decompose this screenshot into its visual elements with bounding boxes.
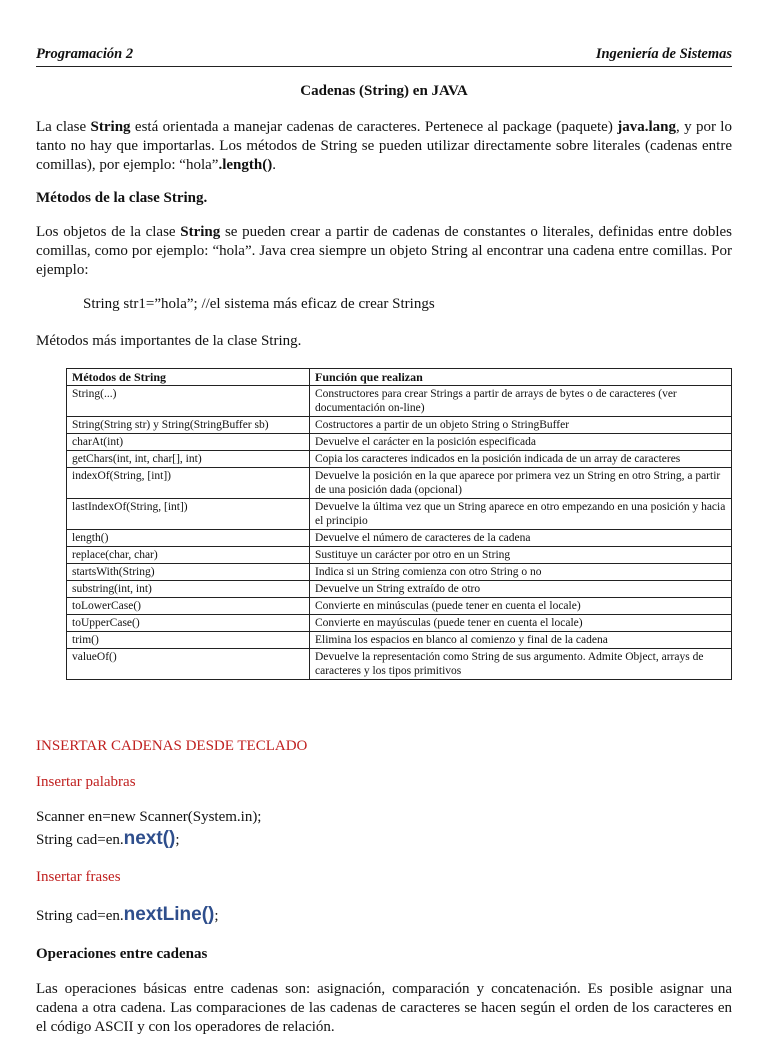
method-cell: charAt(int) [67, 434, 310, 451]
table-row [67, 499, 732, 530]
document-title: Cadenas (String) en JAVA [300, 83, 468, 99]
page-header [36, 44, 732, 67]
table-row [67, 632, 732, 649]
scanner-code-line: Scanner en=new Scanner(System.in); [36, 809, 262, 825]
method-cell: indexOf(String, [int]) [67, 468, 310, 499]
table-row [67, 581, 732, 598]
header-course: Programación 2 [36, 46, 134, 62]
function-cell: Elimina los espacios en blanco al comienzo y final de la cadena [310, 632, 732, 649]
method-cell: lastIndexOf(String, [int]) [67, 499, 310, 530]
table-row [67, 598, 732, 615]
table-header-methods: Métodos de String [67, 369, 310, 386]
method-cell: String(...) [67, 386, 310, 417]
table-row [67, 564, 732, 581]
method-cell: startsWith(String) [67, 564, 310, 581]
method-cell: toUpperCase() [67, 615, 310, 632]
method-cell: valueOf() [67, 649, 310, 680]
method-cell: substring(int, int) [67, 581, 310, 598]
important-methods-caption: Métodos más importantes de la clase String. [36, 333, 302, 349]
method-cell: replace(char, char) [67, 547, 310, 564]
insert-words-heading: Insertar palabras [36, 774, 136, 790]
table-row [67, 649, 732, 680]
function-cell: Devuelve la posición en la que aparece por primera vez un String en otro String, a partir de una posición dada (opcional) [310, 468, 732, 499]
next-method: next() [123, 828, 176, 849]
table-row [67, 547, 732, 564]
methods-heading: Métodos de la clase String. [36, 190, 208, 206]
function-cell: Indica si un String comienza con otro String o no [310, 564, 732, 581]
nextline-code-line: String cad=en.nextLine(); [36, 904, 219, 925]
function-cell: Devuelve el carácter en la posición especificada [310, 434, 732, 451]
table-row [67, 386, 732, 417]
table-row [67, 451, 732, 468]
section-keyboard-heading: INSERTAR CADENAS DESDE TECLADO [36, 738, 308, 754]
nextline-method: nextLine() [123, 904, 215, 925]
function-cell: Constructores para crear Strings a partir de arrays de bytes o de caracteres (ver documentación on-line) [310, 386, 732, 417]
header-program: Ingeniería de Sistemas [595, 46, 732, 62]
method-cell: length() [67, 530, 310, 547]
table-header-function: Función que realizan [310, 369, 732, 386]
string-methods-table [66, 368, 732, 680]
operations-paragraph: Las operaciones básicas entre cadenas son: asignación, comparación y concatenación. Es posible asignar una cadena a otra cadena. Las comparaciones de las cadenas de caracteres se hacen según el orden de los caracteres en el código ASCII y con los operadores de relación. [36, 981, 732, 1035]
table-row [67, 468, 732, 499]
table-header-row [67, 369, 732, 386]
table-row [67, 615, 732, 632]
function-cell: Costructores a partir de un objeto String o StringBuffer [310, 417, 732, 434]
intro-paragraph: La clase String está orientada a manejar cadenas de caracteres. Pertenece al package (paquete) java.lang, y por lo tanto no hay que importarlas. Los métodos de String se pueden utilizar directamente sobre literales (cadenas entre comillas), por ejemplo: “hola”.length(). [36, 119, 732, 173]
operations-heading: Operaciones entre cadenas [36, 946, 208, 962]
table-row [67, 434, 732, 451]
code-example: String str1=”hola”; //el sistema más eficaz de crear Strings [83, 296, 435, 312]
insert-phrases-heading: Insertar frases [36, 869, 121, 885]
table-row [67, 417, 732, 434]
method-cell: String(String str) y String(StringBuffer sb) [67, 417, 310, 434]
method-cell: getChars(int, int, char[], int) [67, 451, 310, 468]
function-cell: Convierte en mayúsculas (puede tener en cuenta el locale) [310, 615, 732, 632]
table-row [67, 530, 732, 547]
function-cell: Copia los caracteres indicados en la posición indicada de un array de caracteres [310, 451, 732, 468]
objects-paragraph: Los objetos de la clase String se pueden crear a partir de cadenas de constantes o literales, definidas entre dobles comillas, como por ejemplo: “hola”. Java crea siempre un objeto String al encontrar una cadena entre comillas. Por ejemplo: [36, 224, 733, 278]
function-cell: Devuelve la última vez que un String aparece en otro empezando en una posición y hacia el principio [310, 499, 732, 530]
function-cell: Sustituye un carácter por otro en un String [310, 547, 732, 564]
function-cell: Convierte en minúsculas (puede tener en cuenta el locale) [310, 598, 732, 615]
next-code-line: String cad=en.next(); [36, 828, 180, 849]
function-cell: Devuelve la representación como String de sus argumento. Admite Object, arrays de caracteres y los tipos primitivos [310, 649, 732, 680]
function-cell: Devuelve el número de caracteres de la cadena [310, 530, 732, 547]
function-cell: Devuelve un String extraído de otro [310, 581, 732, 598]
method-cell: toLowerCase() [67, 598, 310, 615]
method-cell: trim() [67, 632, 310, 649]
